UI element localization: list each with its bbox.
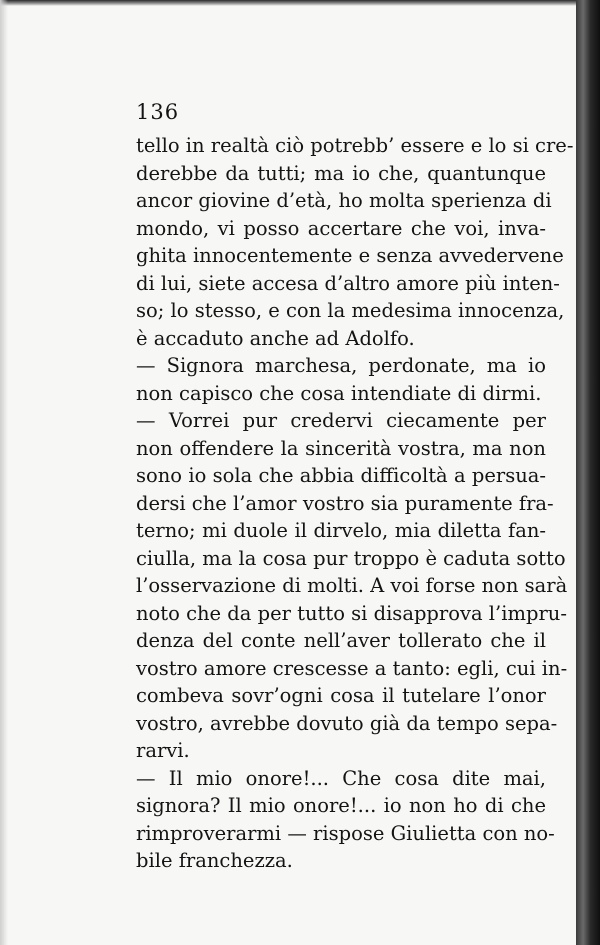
text-line: vostro amore crescesse a tanto: egli, cui in-: [136, 656, 568, 680]
text-line: è accaduto anche ad Adolfo.: [136, 326, 415, 350]
text-line: rarvi.: [136, 739, 190, 762]
text-line: dersi che l’amor vostro sia puramente fra-: [136, 491, 554, 515]
text-line: ancor giovine d’età, ho molta sperienza di: [136, 189, 552, 212]
text-line: combeva sovr’ogni cosa il tutelare l’onor: [136, 684, 546, 707]
text-line: sono io sola che abbia difficoltà a persua-: [136, 464, 546, 487]
page-text-block: [136, 92, 574, 875]
text-line: so; lo stesso, e con la medesima innocenza,: [136, 299, 565, 322]
text-line: non capisco che cosa intendiate di dirmi.: [136, 381, 542, 405]
text-line: derebbe da tutti; ma io che, quantunque: [136, 161, 546, 185]
page-number: 136: [136, 100, 180, 124]
text-line: l’osservazione di molti. A voi forse non sarà: [136, 574, 568, 597]
text-line: vostro, avrebbe dovuto già da tempo sepa-: [136, 711, 558, 735]
text-line: noto che da per tutto si disapprova l’impru-: [136, 601, 567, 625]
text-line: non offendere la sincerità vostra, ma non: [136, 436, 546, 460]
page-gutter-shadow: [0, 0, 8, 945]
text-line: — Vorrei pur credervi ciecamente per: [136, 409, 546, 432]
text-line: ghita innocentemente e senza avvedervene: [136, 244, 564, 267]
text-line: — Il mio onore!... Che cosa dite mai,: [136, 766, 546, 790]
text-line: denza del conte nell’aver tollerato che il: [136, 629, 546, 652]
text-line: di lui, siete accesa d’altro amore più inten-: [136, 271, 560, 295]
text-line: terno; mi duole il dirvelo, mia diletta fan-: [136, 519, 546, 542]
text-line: bile franchezza.: [136, 849, 293, 872]
page-top-edge: [0, 0, 576, 6]
text-line: ciulla, ma la cosa pur troppo è caduta sotto: [136, 546, 566, 570]
text-line: — Signora marchesa, perdonate, ma io: [136, 354, 546, 377]
text-line: signora? Il mio onore!... io non ho di che: [136, 794, 546, 817]
text-line: mondo, vi posso accertare che voi, inva-: [136, 216, 546, 240]
scan-right-edge: [576, 0, 600, 945]
text-line: rimproverarmi — rispose Giulietta con no-: [136, 821, 555, 845]
text-line: tello in realtà ciò potrebb’ essere e lo si cre-: [136, 134, 574, 157]
